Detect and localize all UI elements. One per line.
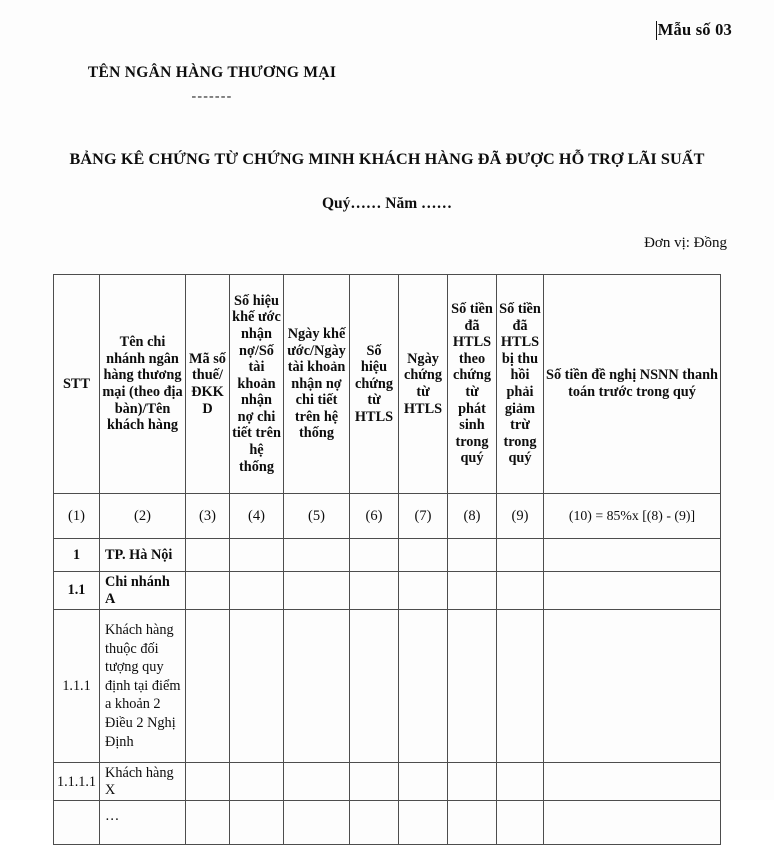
statement-table xyxy=(53,274,721,845)
row-cell-tax-code[interactable] xyxy=(186,539,230,572)
row-cell-htls-document-date[interactable] xyxy=(399,539,448,572)
form-code-label: Mẫu số 03 xyxy=(657,20,732,39)
row-cell-debt-contract-number[interactable] xyxy=(230,572,284,610)
col-header-htls-recovered-amount: Số tiền đã HTLS bị thu hồi phải giảm trừ trong quý xyxy=(497,275,544,494)
row-cell-htls-recovered[interactable] xyxy=(497,572,544,610)
table-row xyxy=(54,801,721,845)
col-number-5: (5) xyxy=(284,494,350,539)
row-name: Khách hàng thuộc đối tượng quy định tại điểm a khoản 2 Điều 2 Nghị Định xyxy=(100,610,186,763)
col-header-branch-customer-name: Tên chi nhánh ngân hàng thương mại (theo địa bàn)/Tên khách hàng xyxy=(100,275,186,494)
row-cell-tax-code[interactable] xyxy=(186,763,230,801)
row-stt: 1 xyxy=(54,539,100,572)
row-cell-htls-recovered[interactable] xyxy=(497,539,544,572)
col-header-stt: STT xyxy=(54,275,100,494)
row-cell-htls-document-date[interactable] xyxy=(399,801,448,845)
col-number-4: (4) xyxy=(230,494,284,539)
col-header-nsnn-requested-amount: Số tiền đề nghị NSNN thanh toán trước trong quý xyxy=(544,275,721,494)
row-cell-debt-contract-number[interactable] xyxy=(230,801,284,845)
table-row xyxy=(54,572,721,610)
table-row xyxy=(54,763,721,801)
row-stt: 1.1.1.1 xyxy=(54,763,100,801)
row-cell-debt-contract-number[interactable] xyxy=(230,539,284,572)
col-number-10-formula: (10) = 85%x [(8) - (9)] xyxy=(544,494,721,539)
col-header-htls-amount-in-quarter: Số tiền đã HTLS theo chứng từ phát sinh trong quý xyxy=(448,275,497,494)
row-stt xyxy=(54,801,100,845)
row-cell-htls-document-number[interactable] xyxy=(350,763,399,801)
col-number-9: (9) xyxy=(497,494,544,539)
row-cell-htls-amount[interactable] xyxy=(448,539,497,572)
col-number-3: (3) xyxy=(186,494,230,539)
col-number-1: (1) xyxy=(54,494,100,539)
table-row xyxy=(54,539,721,572)
row-cell-htls-amount[interactable] xyxy=(448,763,497,801)
col-header-htls-document-number: Số hiệu chứng từ HTLS xyxy=(350,275,399,494)
row-cell-tax-code[interactable] xyxy=(186,610,230,763)
row-cell-debt-contract-number[interactable] xyxy=(230,610,284,763)
row-cell-htls-document-date[interactable] xyxy=(399,610,448,763)
bank-name-underline-rule: ------- xyxy=(191,89,233,104)
row-cell-nsnn-requested[interactable] xyxy=(544,572,721,610)
row-cell-nsnn-requested[interactable] xyxy=(544,763,721,801)
row-cell-nsnn-requested[interactable] xyxy=(544,610,721,763)
table-header-row xyxy=(54,275,721,494)
row-stt: 1.1.1 xyxy=(54,610,100,763)
row-cell-debt-contract-date[interactable] xyxy=(284,539,350,572)
col-number-8: (8) xyxy=(448,494,497,539)
row-name: Khách hàng X xyxy=(100,763,186,801)
col-header-htls-document-date: Ngày chứng từ HTLS xyxy=(399,275,448,494)
table-row xyxy=(54,610,721,763)
row-cell-htls-document-number[interactable] xyxy=(350,610,399,763)
row-cell-htls-recovered[interactable] xyxy=(497,610,544,763)
row-cell-htls-amount[interactable] xyxy=(448,801,497,845)
row-cell-tax-code[interactable] xyxy=(186,572,230,610)
statement-table-wrapper xyxy=(53,274,720,845)
col-header-debt-contract-number: Số hiệu khế ước nhận nợ/Số tài khoản nhận nợ chi tiết trên hệ thống xyxy=(230,275,284,494)
row-cell-htls-amount[interactable] xyxy=(448,572,497,610)
col-header-tax-code: Mã số thuế/ĐKKD xyxy=(186,275,230,494)
text-cursor-caret xyxy=(656,21,657,40)
row-cell-htls-document-date[interactable] xyxy=(399,763,448,801)
row-cell-htls-recovered[interactable] xyxy=(497,801,544,845)
row-name: TP. Hà Nội xyxy=(100,539,186,572)
row-cell-htls-document-number[interactable] xyxy=(350,539,399,572)
row-name: … xyxy=(100,801,186,845)
row-cell-nsnn-requested[interactable] xyxy=(544,801,721,845)
row-stt: 1.1 xyxy=(54,572,100,610)
row-cell-debt-contract-date[interactable] xyxy=(284,763,350,801)
row-cell-htls-amount[interactable] xyxy=(448,610,497,763)
row-cell-htls-document-number[interactable] xyxy=(350,801,399,845)
col-number-2: (2) xyxy=(100,494,186,539)
bank-header-block xyxy=(62,64,362,105)
page-title: BẢNG KÊ CHỨNG TỪ CHỨNG MINH KHÁCH HÀNG ĐÃ ĐƯỢC HỖ TRỢ LÃI SUẤT xyxy=(69,150,705,168)
row-cell-debt-contract-date[interactable] xyxy=(284,610,350,763)
col-number-6: (6) xyxy=(350,494,399,539)
row-cell-debt-contract-date[interactable] xyxy=(284,801,350,845)
row-cell-nsnn-requested[interactable] xyxy=(544,539,721,572)
page-subtitle-period: Quý…… Năm …… xyxy=(321,195,453,212)
row-cell-debt-contract-number[interactable] xyxy=(230,763,284,801)
row-cell-htls-recovered[interactable] xyxy=(497,763,544,801)
col-number-7: (7) xyxy=(399,494,448,539)
row-name: Chi nhánh A xyxy=(100,572,186,610)
row-cell-htls-document-date[interactable] xyxy=(399,572,448,610)
row-cell-debt-contract-date[interactable] xyxy=(284,572,350,610)
bank-name-label: TÊN NGÂN HÀNG THƯƠNG MẠI xyxy=(87,64,337,81)
currency-unit-label: Đơn vị: Đồng xyxy=(644,235,727,251)
title-block xyxy=(0,150,774,213)
form-code xyxy=(656,20,732,40)
col-header-debt-contract-date: Ngày khế ước/Ngày tài khoản nhận nợ chi tiết trên hệ thống xyxy=(284,275,350,494)
row-cell-tax-code[interactable] xyxy=(186,801,230,845)
table-column-number-row xyxy=(54,494,721,539)
row-cell-htls-document-number[interactable] xyxy=(350,572,399,610)
